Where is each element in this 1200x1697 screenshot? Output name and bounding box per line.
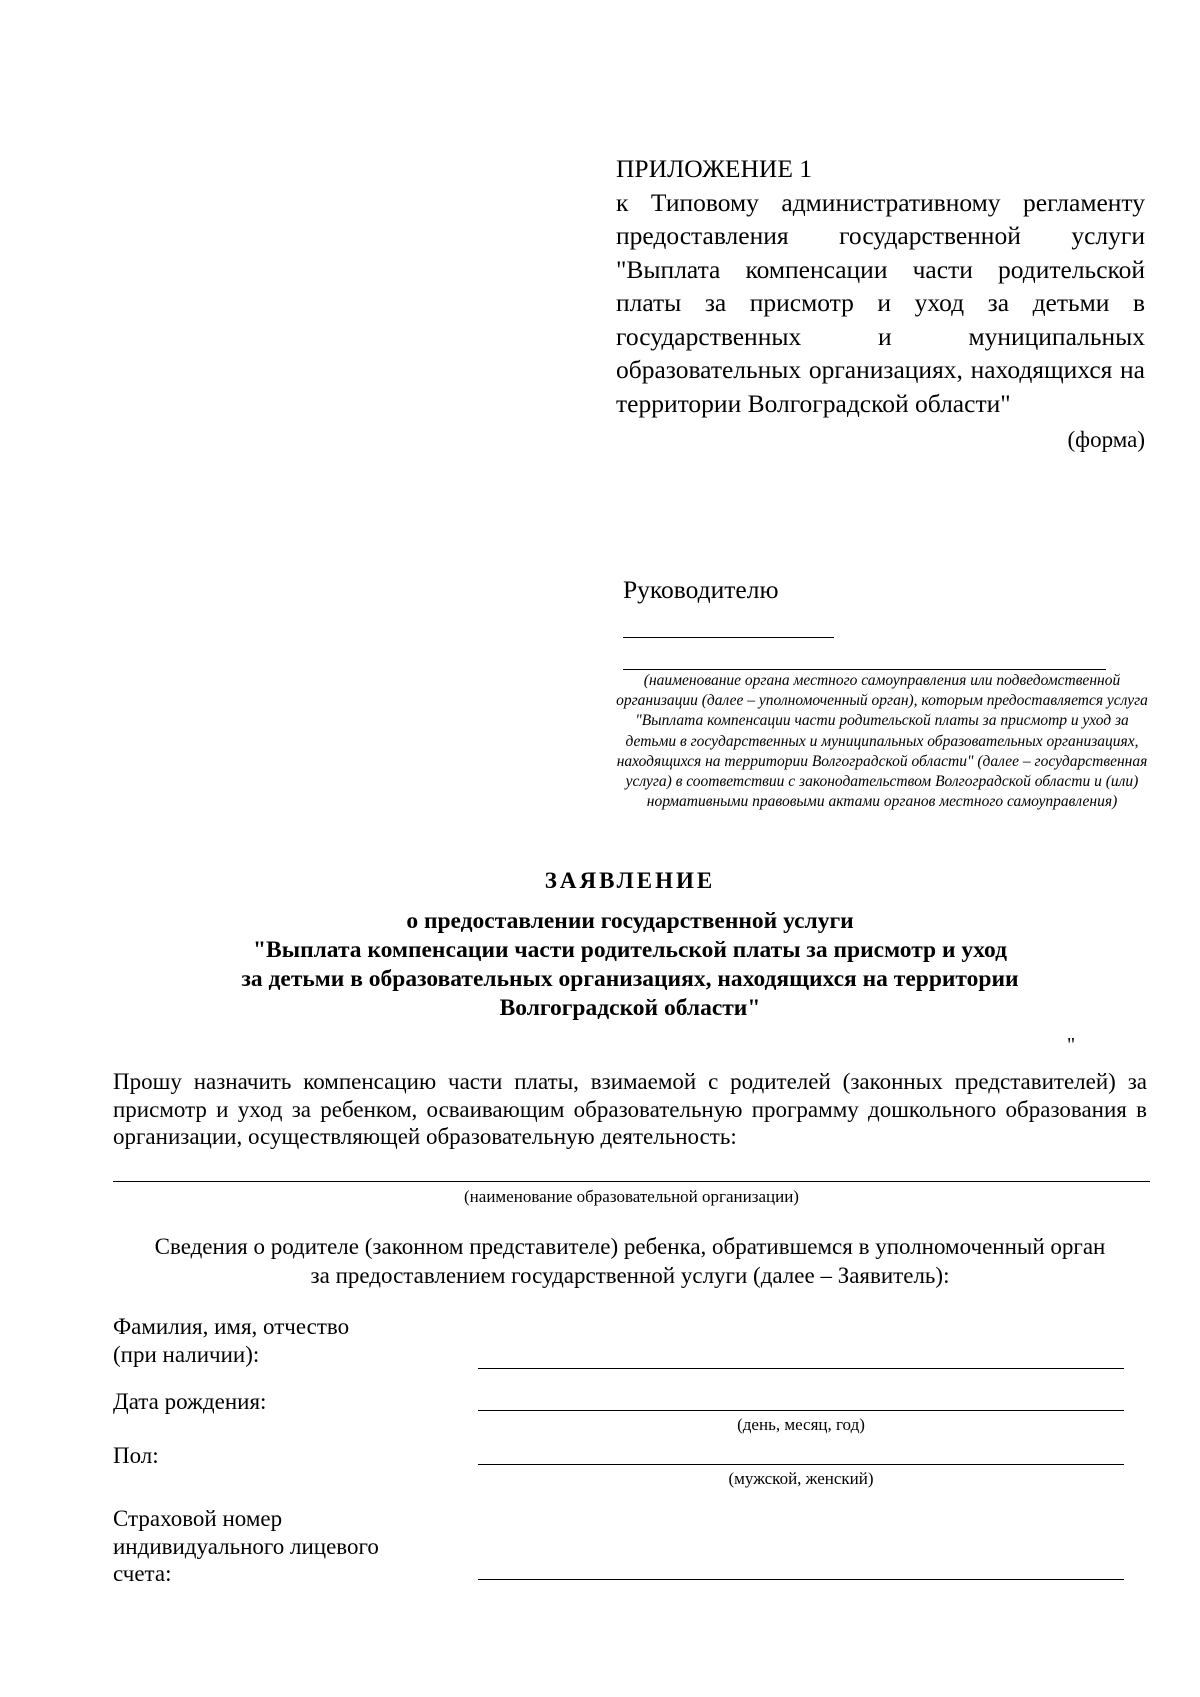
recipient-label: Руководителю <box>623 575 779 604</box>
recipient-org-line[interactable] <box>623 669 1106 670</box>
appendix-heading: ПРИЛОЖЕНИЕ 1 <box>616 154 813 183</box>
snils-field-line[interactable] <box>478 1579 1124 1580</box>
snils-label-line: Страховой номер <box>113 1506 283 1531</box>
name-label <box>113 1313 349 1368</box>
snils-label-line: индивидуального лицевого <box>113 1533 379 1559</box>
name-label-line: (при наличии): <box>113 1341 260 1367</box>
applicant-intro-line: за предоставлением государственной услуги (далее – Заявитель): <box>310 1263 950 1288</box>
sex-hint: (мужской, женский) <box>728 1469 874 1488</box>
subtitle-line: о предоставлении государственной услуги <box>406 908 854 934</box>
subtitle-line: за детьми в образовательных организациях, находящихся на территории <box>241 966 1019 992</box>
statement-title: ЗАЯВЛЕНИЕ <box>544 868 716 893</box>
organization-name-line[interactable] <box>113 1181 1150 1182</box>
name-field-line[interactable] <box>478 1368 1124 1369</box>
appendix-block <box>616 152 1145 457</box>
recipient-name-line[interactable] <box>623 637 834 638</box>
sex-field-line[interactable] <box>478 1464 1124 1465</box>
snils-label-line: счета: <box>113 1561 172 1586</box>
sex-label: Пол: <box>113 1443 159 1468</box>
subtitle-line: "Выплата компенсации части родительской платы за присмотр и уход <box>253 937 1007 963</box>
snils-label <box>113 1505 379 1588</box>
recipient-note: (наименование органа местного самоуправления или подведомственной организации (далее – уполномоченный орган), которым предоставляется услуга "Выплата компенсации части родительской платы за присмотр и уход за детьми в государственных и муниципальных образовательных организациях, находящихся на территории Волгоградской области" (далее – государственная услуга) в соответствии с законодательством Волгоградской области и (или) нормативными правовыми актами органов местного самоуправления) <box>616 672 1148 811</box>
organization-caption: (наименование образовательной организации) <box>464 1187 799 1206</box>
applicant-intro-line: Сведения о родителе (законном представителе) ребенка, обратившемся в уполномоченный орган <box>154 1234 1106 1259</box>
birth-date-field-line[interactable] <box>478 1410 1124 1411</box>
applicant-intro <box>113 1232 1147 1290</box>
name-label-line: Фамилия, имя, отчество <box>113 1314 350 1339</box>
birth-date-hint: (день, месяц, год) <box>737 1415 865 1434</box>
subtitle-line: Волгоградской области" <box>499 995 761 1021</box>
stray-quote-mark: " <box>1067 1034 1076 1056</box>
statement-subtitle <box>150 907 1110 1023</box>
birth-date-label: Дата рождения: <box>113 1389 267 1414</box>
appendix-text: к Типовому административному регламенту предоставления государственной услуги "Выплата компенсации части родительской платы за присмотр и уход за детьми в государственных и муниципальных образовательных организациях, находящихся на территории Волгоградской области" <box>616 187 1145 418</box>
request-text: Прошу назначить компенсацию части платы, взимаемой с родителей (законных представителей) за присмотр и уход за ребенком, осваивающим образовательную программу дошкольного образования в организации, осуществляющей образовательную деятельность: <box>113 1069 1147 1149</box>
form-label: (форма) <box>1067 427 1145 452</box>
